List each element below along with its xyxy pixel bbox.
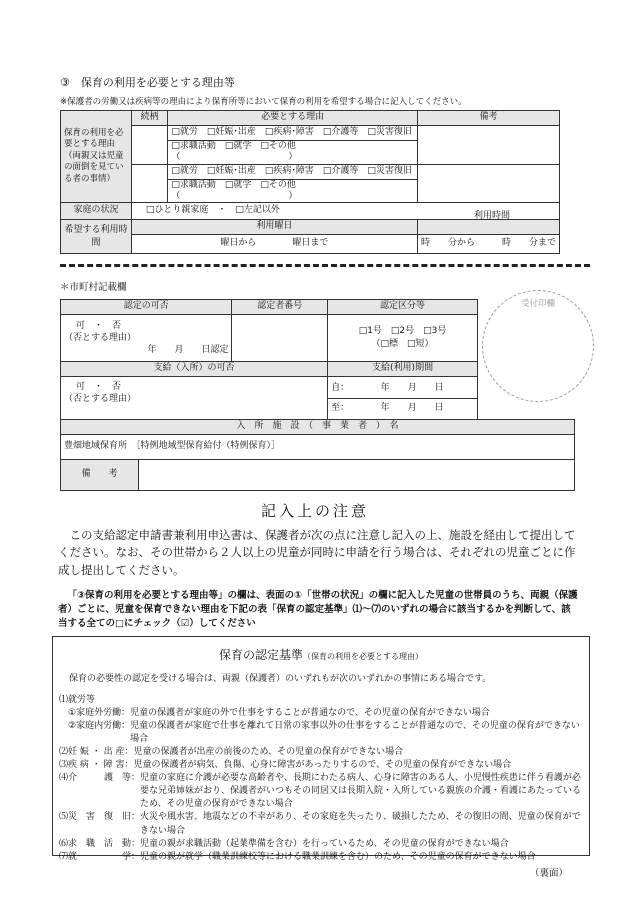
remarks-cell-1[interactable] <box>417 126 559 165</box>
criteria-title: 保育の認定基準 <box>218 648 303 662</box>
remarks-cell-2[interactable] <box>417 164 559 203</box>
instructions-paragraph: この支給認定申請書兼利用申込書は、保護者が次の点に注意し記入の上、施設を経由して提出してください。なお、その世帯から２人以上の児童が同時に申請を行う場合は、それぞれの児童ごとに作成し提出してください。 <box>58 528 576 577</box>
facility-header: 入 所 施 設 （ 事 業 者 ） 名 <box>61 420 575 435</box>
criteria-item: ⑺就 学： 児童の親が就学（職業訓練校等における職業訓練を含む）のため、その児童の保育ができない場合 <box>59 851 536 862</box>
reception-stamp-area[interactable] <box>482 290 594 402</box>
facility-table <box>60 419 575 491</box>
approve-reason: （否とする理由） <box>64 332 137 343</box>
cert-no-cell[interactable] <box>232 315 328 362</box>
approve-choice: 可 ・ 否 <box>76 320 122 331</box>
stamp-label: 受付印欄 <box>520 299 555 309</box>
time-value[interactable]: 時 分から 時 分まで <box>417 235 559 254</box>
reason-options-2b[interactable]: □求職活動 □就学 □その他（ ） <box>168 179 418 203</box>
payment-cell[interactable] <box>61 377 328 420</box>
category-cell[interactable] <box>328 315 478 362</box>
reason-options-1b[interactable]: □求職活動 □就学 □その他（ ） <box>168 141 418 165</box>
section-note: ※保護者の労働又は疾病等の理由により保育所等において保育の利用を希望する場合に記入してください。 <box>60 97 467 107</box>
payment-header: 支給（入所）の可否 <box>61 362 328 377</box>
criteria-title-row <box>53 648 589 663</box>
criteria-item: ⑹求 職 活 動： 児童の親が求職活動（起業準備を含む）を行っているため、その児童の保育ができない場合 <box>59 838 509 849</box>
instructions-bold-paragraph: 「③保育の利用を必要とする理由等」の欄は、表面の①「世帯の状況」の欄に記入した児童の世帯員のうち、両親（保護者）ごとに、児童を保育できない理由を下記の表「保育の認定基準」⑴～⑺のいずれの場合に該当するかを判断して、該当する全ての□にチェック（☑）してください <box>58 590 578 629</box>
pay-choice: 可 ・ 否 <box>76 382 122 392</box>
period-header: 支給(利用)期間 <box>328 362 478 377</box>
municipal-table <box>60 299 478 420</box>
criteria-item: ⑶疾 病 ・ 障 害： 児童の保護者が病気、負傷、心身に障害があったりするので、その児童の保育ができない場合 <box>59 760 512 771</box>
reason-options-1a[interactable]: □就労 □妊娠･出産 □疾病･障害 □介護等 □災害復旧 <box>168 126 418 141</box>
category-header: 認定区分等 <box>328 300 478 315</box>
days-value[interactable]: 曜日から 曜日まで <box>131 235 417 254</box>
period-cell[interactable] <box>328 377 478 420</box>
desired-time-label: 希望する利用時間 <box>61 220 132 254</box>
reason-row-label: 保育の利用を必要とする理由（両親又は児童の面倒を見ている者の事情） <box>61 111 132 203</box>
criteria-item: ⑴就労等 <box>59 695 96 706</box>
section-title: ③ 保育の利用を必要とする理由等 <box>60 76 235 89</box>
criteria-subtitle: （保育の利用を必要とする理由） <box>303 652 423 661</box>
reason-table <box>60 110 560 254</box>
criteria-item: ⑵妊 娠 ・ 出 産： 児童の保護者が出産の前後のため、その児童の保育ができない場合 <box>59 747 404 758</box>
family-options[interactable]: □ひとり親家庭 ・ □左記以外 <box>131 203 559 220</box>
reason-options-2a[interactable]: □就労 □妊娠･出産 □疾病･障害 □介護等 □災害復旧 <box>168 164 418 179</box>
period-to: 至： 年 月 日 <box>331 402 444 413</box>
relation-cell-2[interactable] <box>131 164 168 203</box>
approval-header: 認定の可否 <box>61 300 232 315</box>
criteria-item: ⑸災 害 復 旧： 火災や風水害、地震などの不幸があり、その家庭を失ったり、破損したため、その復旧の間、児童の保育ができない場合 <box>59 812 581 836</box>
instructions-title: 記入上の注意 <box>260 502 369 520</box>
approval-cell[interactable] <box>61 315 232 362</box>
criteria-box <box>52 636 590 862</box>
reason-header: 必要とする理由 <box>168 111 418 126</box>
remarks-value[interactable] <box>138 460 574 491</box>
family-label: 家庭の状況 <box>61 203 132 220</box>
period-from: 自： 年 月 日 <box>328 379 477 399</box>
criteria-item: ①家庭外労働： 児童の保護者が家庭の外で仕事をすることが普通なので、その児童の保育ができない場合 <box>59 708 490 719</box>
criteria-item: ⑷介 護 等： 児童の家庭に介護が必要な高齢者や、長期にわたる病人、心身に障害のある人、小児慢性疾患に伴う看護が必要な兄弟姉妹がおり、保護者がいつもその同居又は長期入院・入所している親族の介護・看護にあたっているため、その児童の保育ができない場合 <box>59 773 582 810</box>
cert-no-header: 認定者番号 <box>232 300 328 315</box>
back-side-label: （裏面） <box>530 868 569 879</box>
facility-value[interactable]: 豊畑地域保育所 ［特例地域型保育給付（特例保育）］ <box>61 435 575 460</box>
pay-reason: （否とする理由） <box>64 394 137 405</box>
category-duration: （□標 □短） <box>371 339 434 349</box>
relation-cell-1[interactable] <box>131 126 168 165</box>
remarks-label: 備 考 <box>61 460 139 491</box>
criteria-list <box>59 694 583 864</box>
remarks-header: 備考 <box>417 111 559 126</box>
criteria-intro: 保育の必要性の認定を受ける場合は、両親（保護者）のいずれもが次のいずれかの事情にある場合です。 <box>69 674 492 684</box>
relation-header: 続柄 <box>131 111 168 126</box>
days-header: 利用曜日 <box>131 220 417 235</box>
cut-line <box>60 264 590 267</box>
approve-date: 年 月 日認定 <box>147 345 229 356</box>
category-options: □1号 □2号 □3号 <box>358 326 447 337</box>
criteria-item: ②家庭内労働： 児童の保護者が家庭で仕事を離れて日常の家事以外の仕事をすることが普通なので、その児童の保育ができない場合 <box>59 721 580 745</box>
municipal-title: ＊市町村記載欄 <box>60 282 127 293</box>
time-header: 利用時間 <box>473 211 510 221</box>
